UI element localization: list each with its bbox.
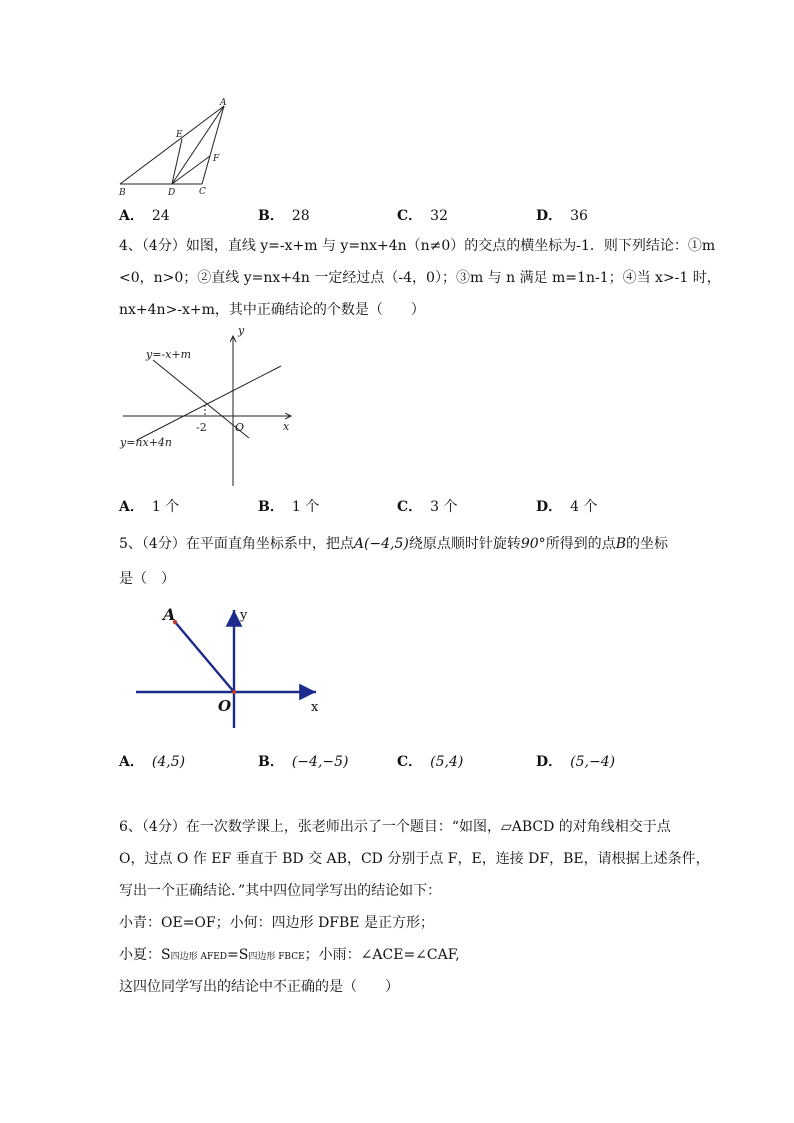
q4-option-a[interactable]: A． 1 个 [119,499,180,515]
q6-stem-line-3: 写出一个正确结论．”其中四位同学写出的结论如下： [119,883,442,899]
q5-coordinate-figure [130,602,330,732]
q4-label-tick: -2 [196,421,207,434]
q3-label-d: D [168,188,176,198]
q6-stem-line-4: 小青：OE=OF；小何：四边形 DFBE 是正方形； [119,915,434,931]
q3-side-ca [202,106,224,184]
q4-label-x: x [283,420,290,433]
q6-stem-line-1: 6、（4分）在一次数学课上，张老师出示了一个题目：“如图，▱ABCD 的对角线相交于点 [119,819,671,835]
q3-segment-da [172,106,224,184]
q4-coordinate-figure [115,322,305,490]
q5-angle: 90° [520,536,546,552]
q5-option-b[interactable]: B． (−4,−5) [258,754,349,770]
q6-stem-line-2: O，过点 O 作 EF 垂直于 BD 交 AB，CD 分别于点 F，E，连接 DF，BE，请根据上述条件， [119,851,710,867]
q5-label-o: O [218,697,232,715]
q5-option-a[interactable]: A． (4,5) [119,754,186,770]
q3-option-c[interactable]: C． 32 [397,208,448,224]
q4-label-line1: y=-x+m [146,348,191,361]
q4-stem-line-3: nx+4n>-x+m，其中正确结论的个数是（ ） [119,302,425,318]
q3-label-e: E [176,130,183,140]
q5-point-b: B [615,536,626,552]
q4-stem-line-2: <0，n>0；②直线 y=nx+4n 一定经过点（-4，0）；③m 与 n 满足 m=1n-1；④当 x>-1 时， [119,270,721,286]
q5-segment-oa [175,622,234,692]
q3-option-a[interactable]: A． 24 [119,208,170,224]
q3-label-b: B [119,188,126,198]
q4-option-d[interactable]: D． 4 个 [536,499,598,515]
q5-option-d[interactable]: D． (5,−4) [536,754,616,770]
q5-label-a: A [163,605,176,624]
q6-stem-line-6: 这四位同学写出的结论中不正确的是（ ） [119,979,399,995]
q5-label-y: y [240,608,248,623]
q5-origin-dot [232,690,236,694]
q3-label-f: F [213,154,220,164]
q5-stem-line-2: 是（ ） [119,571,175,587]
q3-label-c: C [199,187,206,197]
q3-label-a: A [220,98,227,108]
q4-label-line2: y=nx+4n [120,436,173,449]
q3-triangle-figure [112,96,242,200]
q5-stem-line-1: 5、（4分）在平面直角坐标系中，把点A(−4,5)绕原点顺时针旋转90°所得到的点B的坐标 [119,536,668,552]
q5-point-a: A(−4,5) [353,536,409,552]
q6-stem-line-5: 小夏：S四边形 AFED=S四边形 FBCE；小雨：∠ACE=∠CAF, [119,947,460,963]
q5-label-x: x [311,700,319,715]
q4-label-y: y [238,324,245,337]
q4-option-b[interactable]: B． 1 个 [258,499,320,515]
q4-label-origin: O [235,421,245,434]
q3-option-b[interactable]: B． 28 [258,208,310,224]
q4-line-nx-plus-4n [137,366,281,440]
q4-option-c[interactable]: C． 3 个 [397,499,458,515]
q3-option-d[interactable]: D． 36 [536,208,588,224]
q5-option-c[interactable]: C． (5,4) [397,754,464,770]
q3-side-ba [120,106,224,184]
q4-stem-line-1: 4、（4分）如图，直线 y=-x+m 与 y=nx+4n（n≠0）的交点的横坐标为-1．则下列结论：①m [119,238,716,254]
